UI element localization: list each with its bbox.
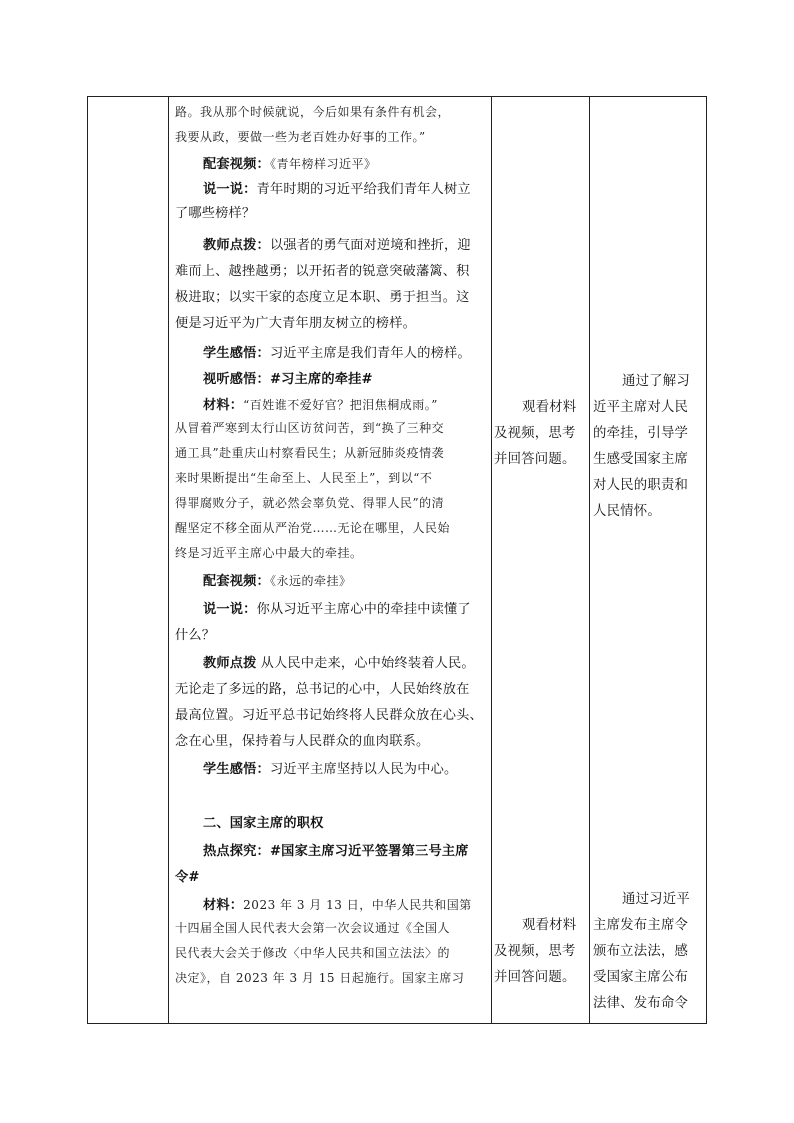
body-line: 极进取；以实干家的态度立足本职、勇于担当。这 <box>175 290 470 305</box>
intent-line: 法律、发布命令 <box>593 996 689 1011</box>
material-line: 得罪腐败分子，就必然会辜负党、得罪人民”的清 <box>175 496 445 510</box>
activity-line: 并回答问题。 <box>494 970 576 985</box>
activity-line: 观看材料 <box>522 400 577 415</box>
hot-topic <box>203 840 469 859</box>
intent-line: 近平主席对人民 <box>593 400 689 415</box>
body-line: 最高位置。习近平总书记始终将人民群众放在心头、 <box>175 708 483 723</box>
body-line: 念在心里，保持着与人民群众的血肉联系。 <box>175 734 430 749</box>
material-line: 终是习近平主席心中最大的牵挂。 <box>175 546 363 560</box>
material-line: 通工具”赴重庆山村察看民生；从新冠肺炎疫情袭 <box>175 446 445 460</box>
discussion-prompt <box>203 178 471 197</box>
activity-line: 及视频，思考 <box>494 944 576 959</box>
intent-line: 颁布立法法，感 <box>593 944 689 959</box>
intent-line: 通过习近平 <box>622 892 690 907</box>
material-line: 我要从政，要做一些为老百姓办好事的工作。” <box>175 130 426 144</box>
body-line: 了哪些榜样？ <box>175 206 256 221</box>
column-divider-2 <box>491 97 492 1023</box>
topic-label: 视听感悟： <box>203 372 270 387</box>
intent-line: 通过了解习 <box>622 374 690 389</box>
material-line: 民代表大会关于修改〈中华人民共和国立法法〉的 <box>175 946 451 960</box>
discussion-prompt <box>203 598 471 617</box>
prompt-label: 说一说： <box>203 602 257 617</box>
column-divider-1 <box>168 97 169 1023</box>
video-reference <box>203 570 351 589</box>
prompt-label: 说一说： <box>203 182 257 197</box>
intent-line: 对人民的职责和 <box>593 478 689 493</box>
material-line: 醒坚定不移全面从严治党……无论在哪里，人民始 <box>175 521 451 535</box>
intent-line: 生感受国家主席 <box>593 452 689 467</box>
hot-topic-text: #国家主席习近平签署第三号主席 <box>269 844 469 859</box>
topic-text: #习主席的牵挂# <box>269 372 373 387</box>
reflection-label: 学生感悟： <box>203 346 270 361</box>
material-intro <box>203 894 472 913</box>
material-label: 材料： <box>203 898 244 913</box>
video-reference <box>203 153 376 172</box>
material-line: 路。我从那个时候就说，今后如果有条件有机会， <box>175 105 451 119</box>
video-title: 《永远的牵挂》 <box>269 574 352 588</box>
column-divider-3 <box>589 97 590 1023</box>
material-line: 来时果断提出“生命至上、人民至上”，到以“不 <box>175 471 433 485</box>
material-line: 十四届全国人民代表大会第一次会议通过《全国人 <box>175 921 451 935</box>
video-label: 配套视频： <box>203 157 270 172</box>
material-text: 2023 年 3 月 13 日，中华人民共和国第 <box>243 898 472 912</box>
activity-line: 并回答问题。 <box>494 452 576 467</box>
body-line: 难而上、越挫越勇；以开拓者的锐意突破藩篱、积 <box>175 264 470 279</box>
reflection-text: 习近平主席坚持以人民为中心。 <box>269 762 458 777</box>
hot-topic-label: 热点探究： <box>203 844 270 859</box>
body-line: 无论走了多远的路，总书记的心中，人民始终放在 <box>175 682 470 697</box>
intent-line: 受国家主席公布 <box>593 970 689 985</box>
student-reflection <box>203 342 471 361</box>
body-line: 什么？ <box>175 628 216 643</box>
audiovisual-topic <box>203 368 373 387</box>
video-label: 配套视频： <box>203 574 270 589</box>
prompt-text: 青年时期的习近平给我们青年人树立 <box>256 182 471 197</box>
material-intro <box>203 394 438 413</box>
reflection-text: 习近平主席是我们青年人的榜样。 <box>269 346 471 361</box>
material-text: “百姓谁不爱好官？把泪焦桐成雨。” <box>243 398 438 412</box>
section-heading: 二、国家主席的职权 <box>203 816 324 831</box>
material-line: 决定》，自 2023 年 3 月 15 日起施行。国家主席习 <box>175 971 465 985</box>
material-line: 从冒着严寒到太行山区访贫问苦，到“换了三种交 <box>175 421 445 435</box>
reflection-label: 学生感悟： <box>203 762 270 777</box>
body-line: 便是习近平为广大青年朋友树立的榜样。 <box>175 316 416 331</box>
intent-line: 的牵挂，引导学 <box>593 426 689 441</box>
hot-topic-continued: 令# <box>175 870 200 885</box>
guidance-text: 以强者的勇气面对逆境和挫折，迎 <box>269 238 471 253</box>
activity-line: 及视频，思考 <box>494 426 576 441</box>
guidance-label: 教师点拨： <box>203 238 270 253</box>
material-label: 材料： <box>203 398 244 413</box>
teacher-guidance <box>203 234 471 253</box>
guidance-label: 教师点拨 <box>203 656 257 671</box>
intent-line: 主席发布主席令 <box>593 918 689 933</box>
guidance-text: 从人民中走来，心中始终装着人民。 <box>260 656 475 671</box>
student-reflection <box>203 758 457 777</box>
teacher-guidance <box>203 652 475 671</box>
activity-line: 观看材料 <box>522 918 577 933</box>
prompt-text: 你从习近平主席心中的牵挂中读懂了 <box>256 602 471 617</box>
video-title: 《青年榜样习近平》 <box>269 157 377 171</box>
intent-line: 人民情怀。 <box>593 504 661 519</box>
